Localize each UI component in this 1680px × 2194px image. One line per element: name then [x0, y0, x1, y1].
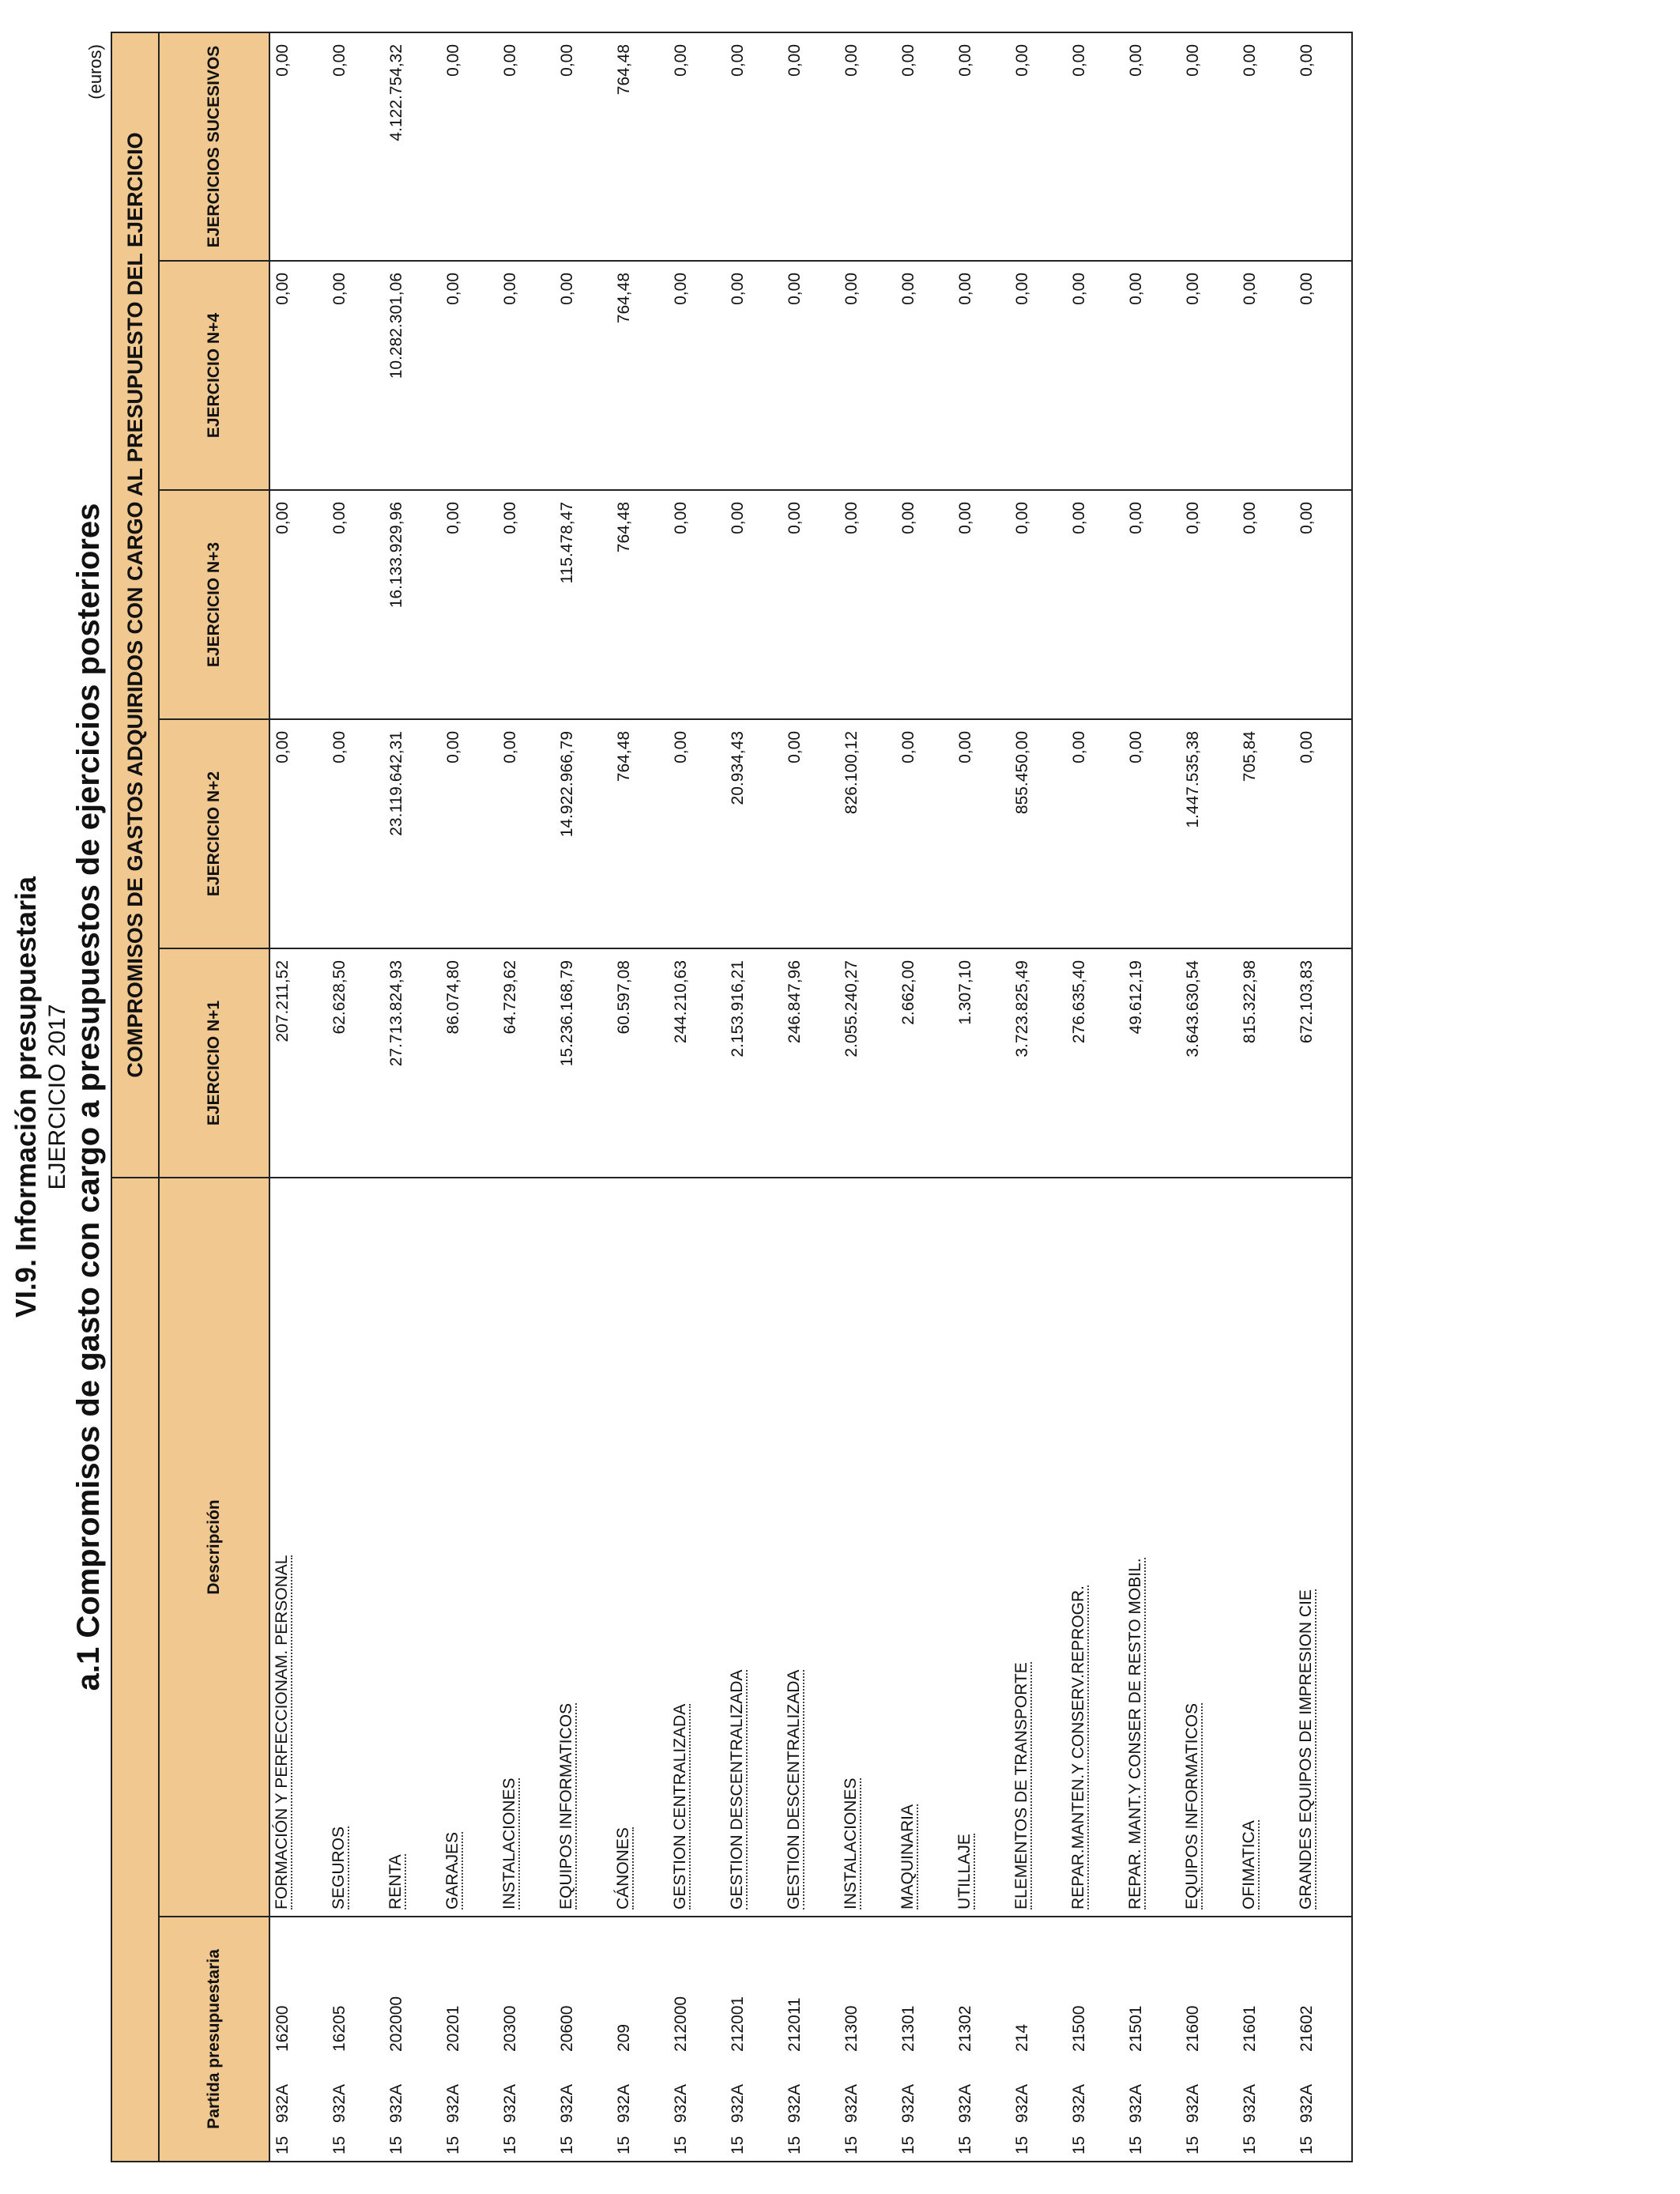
value-n2: 0,00 [327, 719, 384, 948]
programa-code: 932A [273, 2083, 292, 2123]
economica-code: 202000 [387, 1996, 405, 2052]
col-descripcion: Descripción [159, 1178, 269, 1917]
description-text: GARAJES [443, 1831, 461, 1909]
value-sucesivos: 0,00 [1067, 32, 1124, 261]
seccion-code: 15 [558, 2136, 576, 2154]
value-n3: 0,00 [269, 490, 327, 719]
description-cell [725, 1178, 782, 1917]
table-row [839, 32, 896, 2162]
economica-code: 20300 [501, 2005, 519, 2052]
partida-cell [1124, 1917, 1181, 2162]
header-spacer [111, 1178, 159, 2162]
description-cell [1010, 1178, 1067, 1917]
table-row [1010, 32, 1067, 2162]
economica-code: 212001 [729, 1996, 747, 2052]
value-n1: 815.322,98 [1237, 948, 1294, 1178]
partida-cell [384, 1917, 441, 2162]
partida-cell [327, 1917, 384, 2162]
col-n4: EJERCICIO N+4 [159, 261, 269, 490]
value-n1: 2.662,00 [896, 948, 953, 1178]
economica-code: 209 [615, 2023, 633, 2052]
col-partida: Partida presupuestaria [159, 1917, 269, 2162]
value-n2: 0,00 [498, 719, 555, 948]
description-text: GRANDES EQUIPOS DE IMPRESION CIE [1297, 1589, 1315, 1909]
table-row [896, 32, 953, 2162]
page-title: VI.9. Información presupuestaria [9, 876, 42, 1318]
col-n1: EJERCICIO N+1 [159, 948, 269, 1178]
value-n2: 0,00 [441, 719, 498, 948]
value-n1: 3.723.825,49 [1010, 948, 1067, 1178]
programa-code: 932A [1184, 2083, 1202, 2123]
seccion-code: 15 [501, 2136, 519, 2154]
value-n2: 855.450,00 [1010, 719, 1067, 948]
description-text: REPAR. MANT.Y CONSER DE RESTO MOBIL. [1126, 1558, 1144, 1909]
value-n1: 672.103,83 [1294, 948, 1352, 1178]
programa-code: 932A [729, 2083, 747, 2123]
seccion-code: 15 [273, 2136, 292, 2154]
value-n4: 0,00 [1067, 261, 1124, 490]
description-text: GESTION CENTRALIZADA [671, 1703, 689, 1909]
description-cell [441, 1178, 498, 1917]
description-text: GESTION DESCENTRALIZADA [728, 1669, 746, 1909]
economica-code: 212000 [672, 1996, 690, 2052]
table-row [953, 32, 1010, 2162]
value-n2: 0,00 [669, 719, 725, 948]
description-cell [498, 1178, 555, 1917]
programa-code: 932A [444, 2083, 462, 2123]
value-n3: 764,48 [612, 490, 669, 719]
description-cell [896, 1178, 953, 1917]
value-n2: 0,00 [1124, 719, 1181, 948]
value-n4: 0,00 [327, 261, 384, 490]
seccion-code: 15 [1127, 2136, 1145, 2154]
value-n3: 0,00 [1124, 490, 1181, 719]
exercise-year: EJERCICIO 2017 [44, 1004, 70, 1190]
value-n1: 1.307,10 [953, 948, 1010, 1178]
value-n2: 764,48 [612, 719, 669, 948]
value-n3: 0,00 [441, 490, 498, 719]
economica-code: 21301 [899, 2005, 917, 2052]
value-n1: 246.847,96 [782, 948, 839, 1178]
value-sucesivos: 0,00 [1181, 32, 1237, 261]
value-n4: 0,00 [555, 261, 612, 490]
programa-code: 932A [501, 2083, 519, 2123]
value-n3: 0,00 [953, 490, 1010, 719]
seccion-code: 15 [615, 2136, 633, 2154]
economica-code: 21500 [1070, 2005, 1088, 2052]
value-n2: 705,84 [1237, 719, 1294, 948]
table-row [1124, 32, 1181, 2162]
economica-code: 21300 [842, 2005, 861, 2052]
value-n4: 0,00 [839, 261, 896, 490]
value-n2: 826.100,12 [839, 719, 896, 948]
description-text: CÁNONES [614, 1827, 632, 1909]
value-sucesivos: 0,00 [725, 32, 782, 261]
seccion-code: 15 [1184, 2136, 1202, 2154]
seccion-code: 15 [1013, 2136, 1031, 2154]
value-n3: 16.133.929,96 [384, 490, 441, 719]
value-n2: 20.934,43 [725, 719, 782, 948]
value-n4: 0,00 [1237, 261, 1294, 490]
economica-code: 21600 [1184, 2005, 1202, 2052]
value-sucesivos: 0,00 [896, 32, 953, 261]
table-row [1067, 32, 1124, 2162]
description-text: INSTALACIONES [500, 1777, 518, 1909]
description-cell [269, 1178, 327, 1917]
value-n1: 15.236.168,79 [555, 948, 612, 1178]
description-text: REPAR.MANTEN.Y CONSERV.REPROGR. [1069, 1585, 1087, 1909]
description-cell [1294, 1178, 1352, 1917]
economica-code: 21501 [1127, 2005, 1145, 2052]
table-row [555, 32, 612, 2162]
partida-cell [612, 1917, 669, 2162]
value-n3: 0,00 [725, 490, 782, 719]
partida-cell [896, 1917, 953, 2162]
col-n3: EJERCICIO N+3 [159, 490, 269, 719]
table-row [612, 32, 669, 2162]
value-sucesivos: 0,00 [782, 32, 839, 261]
description-text: GESTION DESCENTRALIZADA [785, 1669, 803, 1909]
value-sucesivos: 0,00 [669, 32, 725, 261]
partida-cell [498, 1917, 555, 2162]
col-n2: EJERCICIO N+2 [159, 719, 269, 948]
economica-code: 16200 [273, 2005, 292, 2052]
value-n4: 10.282.301,06 [384, 261, 441, 490]
value-n1: 86.074,80 [441, 948, 498, 1178]
economica-code: 21602 [1298, 2005, 1316, 2052]
value-n3: 0,00 [1237, 490, 1294, 719]
description-text: EQUIPOS INFORMATICOS [557, 1703, 575, 1909]
section-subtitle: a.1 Compromisos de gasto con cargo a presupuestos de ejercicios posteriores [71, 503, 106, 1691]
table-row [441, 32, 498, 2162]
value-n1: 60.597,08 [612, 948, 669, 1178]
value-n4: 0,00 [441, 261, 498, 490]
description-cell [953, 1178, 1010, 1917]
value-n3: 0,00 [1067, 490, 1124, 719]
value-n4: 0,00 [896, 261, 953, 490]
description-cell [1124, 1178, 1181, 1917]
value-n3: 0,00 [782, 490, 839, 719]
value-n3: 0,00 [327, 490, 384, 719]
value-n2: 0,00 [896, 719, 953, 948]
value-n2: 0,00 [953, 719, 1010, 948]
description-text: UTILLAJE [955, 1834, 974, 1909]
partida-cell [1067, 1917, 1124, 2162]
value-sucesivos: 0,00 [555, 32, 612, 261]
value-sucesivos: 0,00 [327, 32, 384, 261]
value-n1: 3.643.630,54 [1181, 948, 1237, 1178]
economica-code: 16205 [330, 2005, 348, 2052]
table-row [498, 32, 555, 2162]
value-sucesivos: 764,48 [612, 32, 669, 261]
value-sucesivos: 0,00 [269, 32, 327, 261]
value-n3: 0,00 [1181, 490, 1237, 719]
value-n4: 0,00 [1181, 261, 1237, 490]
value-n1: 244.210,63 [669, 948, 725, 1178]
description-cell [782, 1178, 839, 1917]
programa-code: 932A [330, 2083, 348, 2123]
value-n3: 0,00 [839, 490, 896, 719]
value-sucesivos: 0,00 [1294, 32, 1352, 261]
programa-code: 932A [1241, 2083, 1259, 2123]
value-sucesivos: 0,00 [839, 32, 896, 261]
value-n2: 0,00 [1294, 719, 1352, 948]
value-n1: 62.628,50 [327, 948, 384, 1178]
seccion-code: 15 [956, 2136, 974, 2154]
seccion-code: 15 [1298, 2136, 1316, 2154]
col-sucesivos: EJERCICIOS SUCESIVOS [159, 32, 269, 261]
value-n4: 0,00 [498, 261, 555, 490]
partida-cell [1237, 1917, 1294, 2162]
description-cell [1181, 1178, 1237, 1917]
table-row [1237, 32, 1294, 2162]
value-n1: 49.612,19 [1124, 948, 1181, 1178]
group-header: COMPROMISOS DE GASTOS ADQUIRIDOS CON CARGO AL PRESUPUESTO DEL EJERCICIO [111, 32, 159, 1178]
description-text: FORMACIÓN Y PERFECCIONAM. PERSONAL [273, 1555, 291, 1909]
partida-cell [1181, 1917, 1237, 2162]
programa-code: 932A [899, 2083, 917, 2123]
partida-cell [953, 1917, 1010, 2162]
value-n1: 207.211,52 [269, 948, 327, 1178]
table-row [269, 32, 327, 2162]
value-sucesivos: 0,00 [441, 32, 498, 261]
seccion-code: 15 [729, 2136, 747, 2154]
description-cell [1237, 1178, 1294, 1917]
value-sucesivos: 0,00 [953, 32, 1010, 261]
table-row [669, 32, 725, 2162]
value-n4: 0,00 [1294, 261, 1352, 490]
table-row [1294, 32, 1352, 2162]
programa-code: 932A [558, 2083, 576, 2123]
description-text: MAQUINARIA [898, 1804, 917, 1909]
economica-code: 21302 [956, 2005, 974, 2052]
economica-code: 214 [1013, 2023, 1031, 2052]
table-row [327, 32, 384, 2162]
value-n4: 0,00 [725, 261, 782, 490]
value-n4: 0,00 [782, 261, 839, 490]
table-row [782, 32, 839, 2162]
description-cell [839, 1178, 896, 1917]
table-row [1181, 32, 1237, 2162]
value-n4: 764,48 [612, 261, 669, 490]
programa-code: 932A [672, 2083, 690, 2123]
description-text: INSTALACIONES [842, 1777, 860, 1909]
value-n2: 1.447.535,38 [1181, 719, 1237, 948]
description-cell [1067, 1178, 1124, 1917]
economica-code: 21601 [1241, 2005, 1259, 2052]
economica-code: 20600 [558, 2005, 576, 2052]
partida-cell [725, 1917, 782, 2162]
value-n4: 0,00 [269, 261, 327, 490]
value-n3: 115.478,47 [555, 490, 612, 719]
value-n4: 0,00 [953, 261, 1010, 490]
description-text: OFIMATICA [1240, 1820, 1258, 1909]
currency-units: (euros) [85, 44, 105, 100]
economica-code: 20201 [444, 2005, 462, 2052]
programa-code: 932A [387, 2083, 405, 2123]
programa-code: 932A [1127, 2083, 1145, 2123]
table-row [725, 32, 782, 2162]
value-sucesivos: 0,00 [1010, 32, 1067, 261]
table-row [384, 32, 441, 2162]
economica-code: 212011 [785, 1997, 804, 2052]
seccion-code: 15 [444, 2136, 462, 2154]
value-n3: 0,00 [1010, 490, 1067, 719]
value-n4: 0,00 [669, 261, 725, 490]
value-n3: 0,00 [669, 490, 725, 719]
programa-code: 932A [1298, 2083, 1316, 2123]
seccion-code: 15 [330, 2136, 348, 2154]
partida-cell [269, 1917, 327, 2162]
partida-cell [839, 1917, 896, 2162]
value-sucesivos: 0,00 [1237, 32, 1294, 261]
description-text: RENTA [386, 1854, 405, 1909]
value-n1: 64.729,62 [498, 948, 555, 1178]
value-n1: 276.635,40 [1067, 948, 1124, 1178]
value-n4: 0,00 [1010, 261, 1067, 490]
value-n2: 0,00 [269, 719, 327, 948]
description-cell [327, 1178, 384, 1917]
value-n2: 23.119.642,31 [384, 719, 441, 948]
description-text: EQUIPOS INFORMATICOS [1183, 1703, 1201, 1909]
value-n2: 0,00 [782, 719, 839, 948]
seccion-code: 15 [1241, 2136, 1259, 2154]
value-n2: 14.922.966,79 [555, 719, 612, 948]
value-n1: 2.153.916,21 [725, 948, 782, 1178]
seccion-code: 15 [785, 2136, 804, 2154]
programa-code: 932A [615, 2083, 633, 2123]
value-n3: 0,00 [498, 490, 555, 719]
programa-code: 932A [842, 2083, 861, 2123]
value-sucesivos: 4.122.754,32 [384, 32, 441, 261]
partida-cell [1294, 1917, 1352, 2162]
commitments-table [111, 32, 1353, 2162]
seccion-code: 15 [842, 2136, 861, 2154]
value-n2: 0,00 [1067, 719, 1124, 948]
value-n3: 0,00 [896, 490, 953, 719]
value-sucesivos: 0,00 [1124, 32, 1181, 261]
programa-code: 932A [956, 2083, 974, 2123]
value-sucesivos: 0,00 [498, 32, 555, 261]
partida-cell [782, 1917, 839, 2162]
programa-code: 932A [785, 2083, 804, 2123]
description-text: ELEMENTOS DE TRANSPORTE [1012, 1662, 1030, 1909]
description-cell [669, 1178, 725, 1917]
seccion-code: 15 [387, 2136, 405, 2154]
seccion-code: 15 [1070, 2136, 1088, 2154]
partida-cell [555, 1917, 612, 2162]
seccion-code: 15 [899, 2136, 917, 2154]
value-n3: 0,00 [1294, 490, 1352, 719]
description-text: SEGUROS [330, 1826, 348, 1909]
programa-code: 932A [1070, 2083, 1088, 2123]
description-cell [555, 1178, 612, 1917]
seccion-code: 15 [672, 2136, 690, 2154]
partida-cell [669, 1917, 725, 2162]
value-n1: 2.055.240,27 [839, 948, 896, 1178]
partida-cell [1010, 1917, 1067, 2162]
value-n4: 0,00 [1124, 261, 1181, 490]
description-cell [384, 1178, 441, 1917]
description-cell [612, 1178, 669, 1917]
partida-cell [441, 1917, 498, 2162]
programa-code: 932A [1013, 2083, 1031, 2123]
value-n1: 27.713.824,93 [384, 948, 441, 1178]
